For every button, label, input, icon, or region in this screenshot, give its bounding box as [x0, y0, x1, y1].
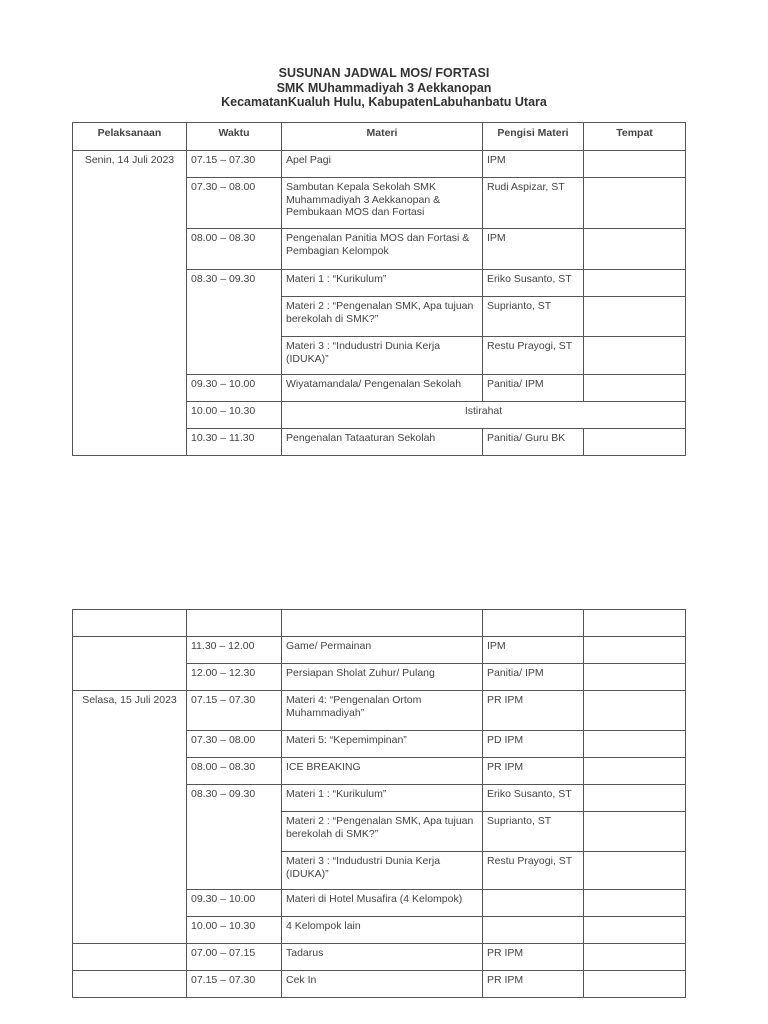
tempat-cell: [584, 852, 686, 890]
pengisi-cell: IPM: [483, 229, 584, 270]
materi-cell: Apel Pagi: [282, 151, 483, 178]
school-location: KecamatanKualuh Hulu, KabupatenLabuhanbatu Utara: [221, 95, 547, 109]
materi-cell: Materi 2 : “Pengenalan SMK, Apa tujuan berekolah di SMK?”: [282, 812, 483, 852]
column-header-tempat: Tempat: [584, 123, 686, 151]
table-row: [73, 637, 686, 664]
pengisi-cell: Eriko Susanto, ST: [483, 785, 584, 812]
pengisi-cell: Panitia/ IPM: [483, 664, 584, 691]
materi-cell: Sambutan Kepala Sekolah SMK Muhammadiyah 3 Aekkanopan & Pembukaan MOS dan Fortasi: [282, 178, 483, 229]
tempat-cell: [584, 691, 686, 731]
pengisi-cell: Eriko Susanto, ST: [483, 270, 584, 297]
materi-cell: Pengenalan Panitia MOS dan Fortasi & Pembagian Kelompok: [282, 229, 483, 270]
materi-cell: Wiyatamandala/ Pengenalan Sekolah: [282, 375, 483, 402]
waktu-cell: 08.30 – 09.30: [187, 785, 282, 890]
tempat-cell: [584, 758, 686, 785]
materi-cell: Game/ Permainan: [282, 637, 483, 664]
waktu-cell: 07.15 – 07.30: [187, 151, 282, 178]
empty-cell: [73, 610, 187, 637]
pengisi-cell: IPM: [483, 151, 584, 178]
empty-cell: [282, 610, 483, 637]
tempat-cell: [584, 229, 686, 270]
materi-cell: Materi 4: “Pengenalan Ortom Muhammadiyah”: [282, 691, 483, 731]
pengisi-cell: Panitia/ Guru BK: [483, 429, 584, 456]
empty-cell: [187, 610, 282, 637]
pengisi-cell: PR IPM: [483, 944, 584, 971]
pengisi-cell: PR IPM: [483, 691, 584, 731]
tempat-cell: [584, 812, 686, 852]
date-cell-empty: [73, 944, 187, 971]
pengisi-cell: Restu Prayogi, ST: [483, 852, 584, 890]
tempat-cell: [584, 917, 686, 944]
tempat-cell: [584, 731, 686, 758]
waktu-cell: 07.30 – 08.00: [187, 178, 282, 229]
pengisi-cell: [483, 917, 584, 944]
waktu-cell: 10.30 – 11.30: [187, 429, 282, 456]
tempat-cell: [584, 890, 686, 917]
tempat-cell: [584, 178, 686, 229]
materi-cell: Materi 3 : “Indudustri Dunia Kerja (IDUKA)”: [282, 337, 483, 375]
document-title: SUSUNAN JADWAL MOS/ FORTASI: [278, 66, 490, 80]
pengisi-cell: PR IPM: [483, 971, 584, 998]
pengisi-cell: PR IPM: [483, 758, 584, 785]
tempat-cell: [584, 151, 686, 178]
materi-cell: Materi 3 : “Indudustri Dunia Kerja (IDUKA)”: [282, 852, 483, 890]
pengisi-cell: Panitia/ IPM: [483, 375, 584, 402]
table-row: [73, 691, 686, 731]
waktu-cell: 07.00 – 07.15: [187, 944, 282, 971]
waktu-cell: 08.30 – 09.30: [187, 270, 282, 375]
materi-cell: Materi 5: “Kepemimpinan”: [282, 731, 483, 758]
tempat-cell: [584, 375, 686, 402]
document-header: [0, 66, 768, 110]
materi-cell: Tadarus: [282, 944, 483, 971]
empty-cell: [584, 610, 686, 637]
materi-cell: Materi 2 : “Pengenalan SMK, Apa tujuan berekolah di SMK?”: [282, 297, 483, 337]
table-row: [73, 944, 686, 971]
tempat-cell: [584, 944, 686, 971]
date-cell: Senin, 14 Juli 2023: [73, 151, 187, 456]
tempat-cell: [584, 429, 686, 456]
date-cell-empty: [73, 637, 187, 691]
schedule-table-page-1: [72, 122, 686, 456]
materi-cell: Pengenalan Tataaturan Sekolah: [282, 429, 483, 456]
pengisi-cell: Restu Prayogi, ST: [483, 337, 584, 375]
materi-cell: Materi 1 : “Kurikulum”: [282, 785, 483, 812]
date-cell: Selasa, 15 Juli 2023: [73, 691, 187, 944]
tempat-cell: [584, 637, 686, 664]
waktu-cell: 08.00 – 08.30: [187, 229, 282, 270]
waktu-cell: 07.15 – 07.30: [187, 691, 282, 731]
materi-cell: Materi 1 : “Kurikulum”: [282, 270, 483, 297]
column-header-pelaksanaan: Pelaksanaan: [73, 123, 187, 151]
istirahat-cell: Istirahat: [282, 402, 686, 429]
empty-cell: [483, 610, 584, 637]
materi-cell: Materi di Hotel Musafira (4 Kelompok): [282, 890, 483, 917]
waktu-cell: 08.00 – 08.30: [187, 758, 282, 785]
materi-cell: Persiapan Sholat Zuhur/ Pulang: [282, 664, 483, 691]
tempat-cell: [584, 297, 686, 337]
table-row: [73, 610, 686, 637]
school-name: SMK MUhammadiyah 3 Aekkanopan: [276, 80, 492, 95]
waktu-cell: 11.30 – 12.00: [187, 637, 282, 664]
table-header-row: [73, 123, 686, 151]
pengisi-cell: Rudi Aspizar, ST: [483, 178, 584, 229]
waktu-cell: 09.30 – 10.00: [187, 375, 282, 402]
column-header-waktu: Waktu: [187, 123, 282, 151]
pengisi-cell: IPM: [483, 637, 584, 664]
pengisi-cell: Suprianto, ST: [483, 812, 584, 852]
column-header-materi: Materi: [282, 123, 483, 151]
waktu-cell: 10.00 – 10.30: [187, 917, 282, 944]
pengisi-cell: Suprianto, ST: [483, 297, 584, 337]
table-row: [73, 151, 686, 178]
pengisi-cell: PD IPM: [483, 731, 584, 758]
tempat-cell: [584, 664, 686, 691]
tempat-cell: [584, 785, 686, 812]
materi-cell: Cek In: [282, 971, 483, 998]
waktu-cell: 07.30 – 08.00: [187, 731, 282, 758]
date-cell-empty: [73, 971, 187, 998]
column-header-pengisi: Pengisi Materi: [483, 123, 584, 151]
table-row: [73, 971, 686, 998]
tempat-cell: [584, 971, 686, 998]
materi-cell: 4 Kelompok lain: [282, 917, 483, 944]
waktu-cell: 09.30 – 10.00: [187, 890, 282, 917]
waktu-cell: 07.15 – 07.30: [187, 971, 282, 998]
materi-cell: ICE BREAKING: [282, 758, 483, 785]
waktu-cell: 10.00 – 10.30: [187, 402, 282, 429]
tempat-cell: [584, 270, 686, 297]
waktu-cell: 12.00 – 12.30: [187, 664, 282, 691]
schedule-table-page-2: [72, 609, 686, 998]
tempat-cell: [584, 337, 686, 375]
pengisi-cell: [483, 890, 584, 917]
